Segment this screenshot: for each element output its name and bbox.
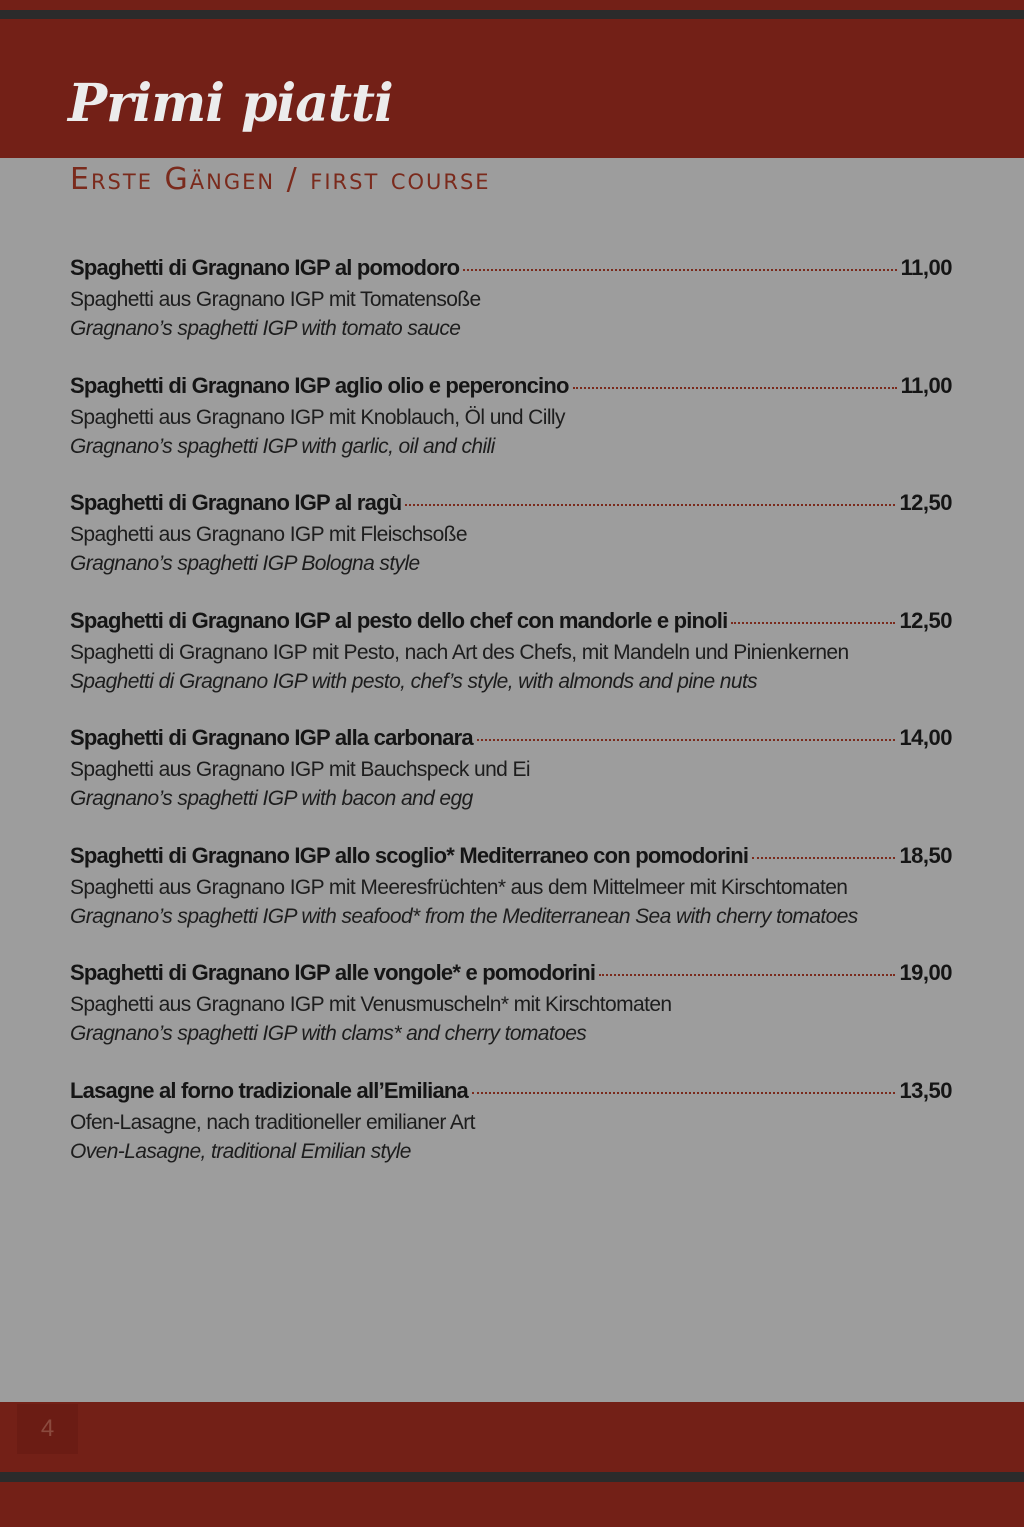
dish-price: 11,00 — [900, 255, 952, 280]
dish-description-de: Ofen-Lasagne, nach traditioneller emilianer Art — [70, 1110, 475, 1134]
dish-description-en: Spaghetti di Gragnano IGP with pesto, chef’s style, with almonds and pine nuts — [70, 669, 758, 693]
dish-description-de: Spaghetti aus Gragnano IGP mit Fleischsoße — [70, 523, 467, 546]
dish-description-en: Gragnano’s spaghetti IGP with tomato sauce — [70, 317, 461, 340]
dish-description-en: Gragnano’s spaghetti IGP with clams* and cherry tomatoes — [70, 1022, 587, 1045]
menu-item — [70, 843, 952, 961]
dish-name: Spaghetti di Gragnano IGP al pesto dello chef con mandorle e pinoli — [70, 607, 728, 633]
dotted-leader — [477, 739, 896, 741]
dotted-leader — [731, 622, 895, 624]
footer-bottom-stripe — [0, 1482, 1024, 1527]
dish-description-de: Spaghetti aus Gragnano IGP mit Knoblauch, Öl und Cilly — [70, 405, 565, 429]
dish-price: 12,50 — [899, 607, 952, 633]
dish-price: 11,00 — [900, 372, 952, 398]
dish-description-de: Spaghetti aus Gragnano IGP mit Bauchspeck und Ei — [70, 758, 530, 781]
dish-description-de: Spaghetti aus Gragnano IGP mit Tomatensoße — [70, 288, 481, 311]
page-title: Primi piatti — [68, 73, 393, 134]
dish-description-en: Gragnano’s spaghetti IGP with seafood* from the Mediterranean Sea with cherry tomatoes — [70, 904, 858, 928]
dotted-leader — [472, 1092, 895, 1094]
menu-item — [70, 373, 952, 491]
dish-price: 13,50 — [899, 1077, 952, 1103]
dish-name: Spaghetti di Gragnano IGP alle vongole* e pomodorini — [70, 960, 596, 985]
dish-description-de: Spaghetti aus Gragnano IGP mit Meeresfrüchten* aus dem Mittelmeer mit Kirschtomaten — [70, 875, 848, 899]
footer-dark-stripe — [0, 1472, 1024, 1482]
dish-name: Spaghetti di Gragnano IGP al pomodoro — [70, 255, 460, 280]
top-stripe — [0, 0, 1024, 10]
dish-name: Spaghetti di Gragnano IGP aglio olio e peperoncino — [70, 372, 569, 398]
dish-description-en: Oven-Lasagne, traditional Emilian style — [70, 1139, 411, 1163]
dish-price: 12,50 — [899, 490, 952, 515]
dish-name: Lasagne al forno tradizionale all’Emiliana — [70, 1077, 468, 1103]
dotted-leader — [405, 504, 895, 506]
menu-item-head — [70, 490, 952, 520]
dotted-leader — [573, 387, 897, 389]
menu-item-head — [70, 960, 952, 990]
dish-price: 14,00 — [899, 725, 952, 750]
menu-list — [70, 255, 952, 1195]
footer-band — [0, 1402, 1024, 1472]
dotted-leader — [752, 857, 895, 859]
dotted-leader — [599, 974, 895, 976]
dish-description-en: Gragnano’s spaghetti IGP with bacon and egg — [70, 787, 473, 810]
menu-item-head — [70, 725, 952, 755]
dish-price: 18,50 — [899, 842, 952, 868]
dish-description-en: Gragnano’s spaghetti IGP with garlic, oil and chili — [70, 434, 495, 458]
menu-item-head — [70, 843, 952, 873]
menu-item-head — [70, 608, 952, 638]
dish-name: Spaghetti di Gragnano IGP alla carbonara — [70, 725, 473, 750]
dotted-leader — [463, 269, 896, 271]
menu-item — [70, 490, 952, 608]
menu-item — [70, 960, 952, 1078]
page-subtitle: Erste Gängen / first course — [70, 162, 491, 197]
top-dark-stripe — [0, 10, 1024, 19]
menu-item — [70, 725, 952, 843]
menu-item-head — [70, 1078, 952, 1108]
page-number: 4 — [17, 1404, 78, 1454]
menu-item-head — [70, 373, 952, 403]
dish-price: 19,00 — [899, 960, 952, 985]
dish-description-de: Spaghetti aus Gragnano IGP mit Venusmuscheln* mit Kirschtomaten — [70, 993, 672, 1016]
menu-item — [70, 255, 952, 373]
menu-item — [70, 608, 952, 726]
dish-description-de: Spaghetti di Gragnano IGP mit Pesto, nach Art des Chefs, mit Mandeln und Pinienkernen — [70, 640, 849, 664]
dish-name: Spaghetti di Gragnano IGP al ragù — [70, 490, 402, 515]
dish-description-en: Gragnano’s spaghetti IGP Bologna style — [70, 552, 420, 575]
menu-item — [70, 1078, 952, 1196]
menu-item-head — [70, 255, 952, 285]
dish-name: Spaghetti di Gragnano IGP allo scoglio* Mediterraneo con pomodorini — [70, 842, 749, 868]
